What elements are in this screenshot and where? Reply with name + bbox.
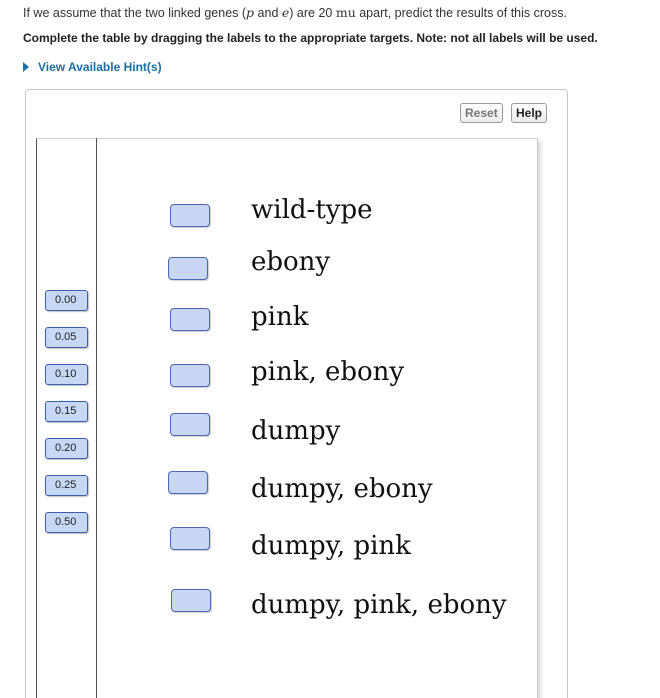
hint-link-label: View Available Hint(s) <box>38 60 162 74</box>
phenotype-label: dumpy, pink, ebony <box>251 590 507 620</box>
drop-target-pink-ebony[interactable] <box>170 364 210 387</box>
drop-target-dumpy[interactable] <box>170 413 210 436</box>
phenotype-label: dumpy, pink <box>251 531 411 561</box>
draggable-label[interactable]: 0.15 <box>45 401 88 422</box>
label-column-divider <box>96 138 97 698</box>
drop-target-wild-type[interactable] <box>170 204 210 227</box>
help-button[interactable]: Help <box>511 103 547 123</box>
triangle-right-icon <box>23 62 29 72</box>
phenotype-label: dumpy <box>251 416 341 446</box>
reset-button[interactable]: Reset <box>460 103 503 123</box>
drop-target-pink[interactable] <box>170 308 210 331</box>
phenotype-label: pink <box>251 302 309 332</box>
unit-mu: mu <box>335 5 356 20</box>
intro-text-3: ) are 20 <box>289 6 336 20</box>
phenotype-label: wild-type <box>251 195 373 225</box>
draggable-label[interactable]: 0.00 <box>45 290 88 311</box>
gene-e: e <box>281 5 290 20</box>
phenotype-label: ebony <box>251 247 331 277</box>
draggable-label[interactable]: 0.50 <box>45 512 88 533</box>
phenotype-label: pink, ebony <box>251 357 405 387</box>
drop-target-dumpy-pink[interactable] <box>170 527 210 550</box>
instructions: Complete the table by dragging the labels to the appropriate targets. Note: not all labels will be used. <box>23 31 598 45</box>
draggable-label[interactable]: 0.10 <box>45 364 88 385</box>
draggable-label[interactable]: 0.05 <box>45 327 88 348</box>
question-intro <box>23 5 567 20</box>
draggable-label[interactable]: 0.25 <box>45 475 88 496</box>
intro-text-2: and <box>254 6 282 20</box>
phenotype-label: dumpy, ebony <box>251 474 433 504</box>
drop-target-dumpy-ebony[interactable] <box>168 471 208 494</box>
gene-p: p <box>246 5 255 20</box>
drop-target-ebony[interactable] <box>168 257 208 280</box>
intro-text-1: If we assume that the two linked genes ( <box>23 6 247 20</box>
draggable-label[interactable]: 0.20 <box>45 438 88 459</box>
drop-target-dumpy-pink-ebony[interactable] <box>171 589 211 612</box>
view-hints-link[interactable] <box>23 60 162 74</box>
intro-text-4: apart, predict the results of this cross. <box>355 6 567 20</box>
